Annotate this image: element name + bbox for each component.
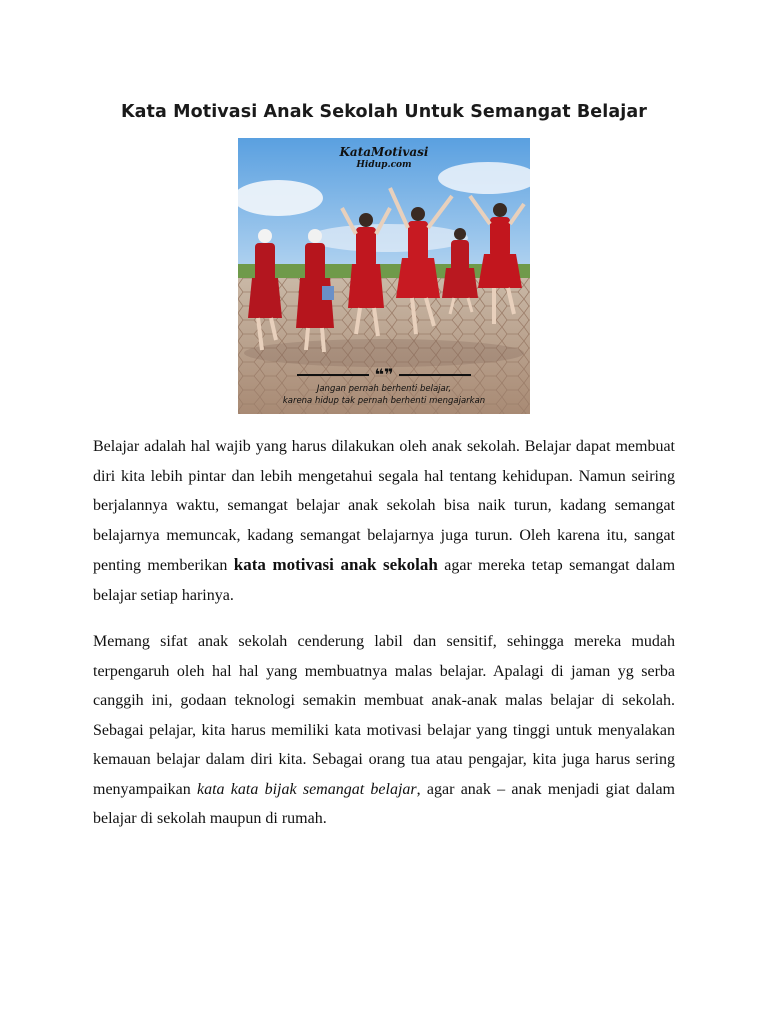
right-rule bbox=[399, 374, 471, 376]
article-photo bbox=[238, 138, 530, 414]
watermark-line-2: Hidup.com bbox=[356, 160, 412, 170]
page-title: Kata Motivasi Anak Sekolah Untuk Semangat Belajar bbox=[120, 101, 648, 122]
paragraph-1-text-a: Belajar adalah hal wajib yang harus dilakukan oleh anak sekolah. Belajar dapat membuat diri kita lebih pintar dan lebih mengetahui segala hal tentang kehidupan. Namun seiring berjalannya waktu, semangat belajar anak sekolah bisa naik turun, kadang semangat belajarnya memuncak, kadang semangat belajarnya juga turun. Oleh karena itu, sangat penting memberikan bbox=[93, 438, 675, 574]
quote-line-2: karena hidup tak pernah berhenti mengajarkan bbox=[282, 396, 486, 406]
quote-line-1: Jangan pernah berhenti belajar, bbox=[316, 384, 452, 394]
paragraph-2 bbox=[93, 627, 675, 834]
keyword-link: kata motivasi anak sekolah bbox=[233, 555, 438, 574]
watermark-logo bbox=[238, 146, 530, 172]
quote-caption bbox=[238, 365, 530, 406]
quote-mark-icon: ❝❞ bbox=[374, 365, 394, 384]
italic-phrase: kata kata bijak semangat belajar bbox=[197, 780, 417, 798]
paragraph-1-text-b: agar mereka tetap semangat dalam belajar setiap harinya. bbox=[93, 557, 676, 604]
article-body bbox=[93, 432, 675, 851]
paragraph-2-text-a: Memang sifat anak sekolah cenderung labil dan sensitif, sehingga mereka mudah terpengaruh oleh hal hal yang membuatnya malas belajar. Apalagi di jaman yg serba canggih ini, godaan teknologi semakin membuat anak-anak malas belajar di sekolah. Sebagai pelajar, kita harus memiliki kata motivasi belajar yang tinggi untuk menyalakan kemauan belajar dalam diri kita. Sebagai orang tua atau pengajar, kita juga harus sering menyampaikan bbox=[93, 633, 675, 798]
watermark-line-1: KataMotivasi bbox=[339, 145, 429, 159]
left-rule bbox=[297, 374, 369, 376]
paragraph-1 bbox=[93, 432, 675, 610]
paragraph-2-text-b: , agar anak – anak menjadi giat dalam belajar di sekolah maupun di rumah. bbox=[93, 780, 675, 827]
quote-divider bbox=[238, 365, 530, 384]
